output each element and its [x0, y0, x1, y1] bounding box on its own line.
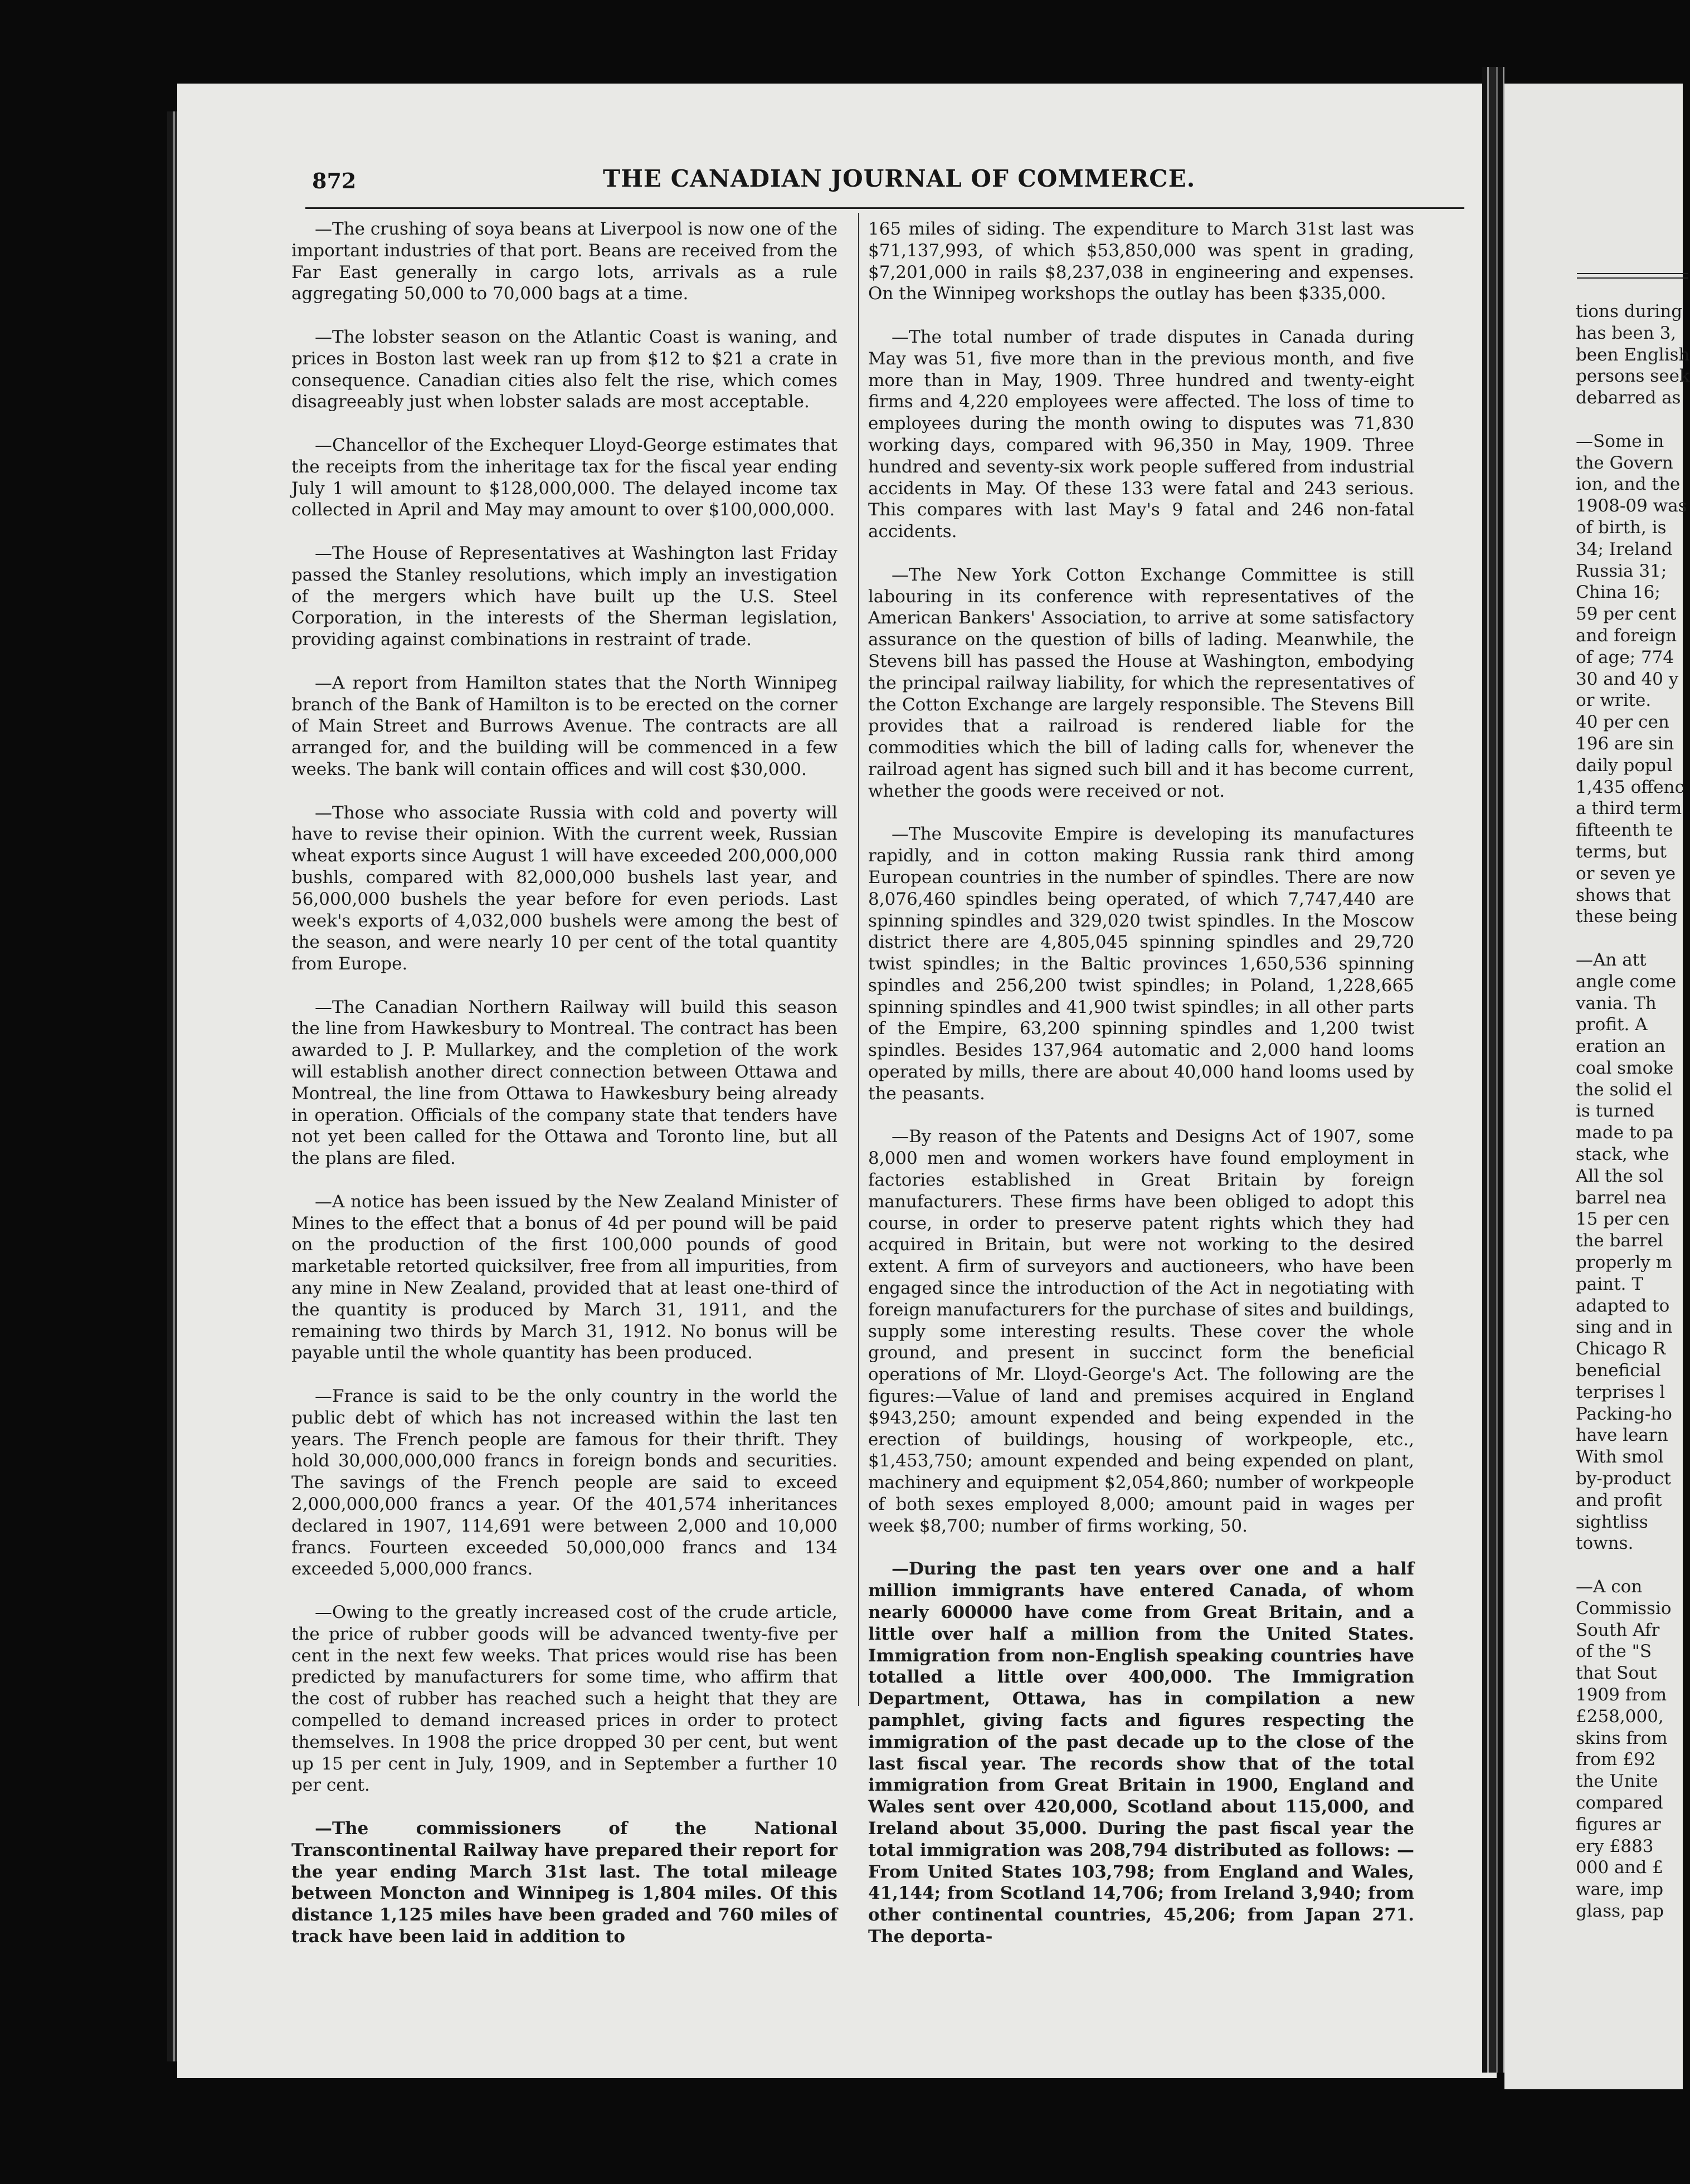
article-russian-wheat: —Those who associate Russia with cold and poverty will have to revise their opinion. With the current week, Russian wheat exports since August 1 will have exceeded 200,000,000 bushls, compared with 82,000,000 bushels last year, and 56,000,000 bushels the year before for even periods. Last week's exports of 4,032,000 bushels were among the best of the season, and were nearly 10 per cent of the total quantity from Europe. — [291, 802, 837, 974]
adjacent-line: Packing-ho — [1576, 1403, 1672, 1424]
adjacent-line: With smol — [1576, 1447, 1664, 1468]
adjacent-line: beneficial — [1576, 1361, 1661, 1381]
adjacent-line: South Afr — [1576, 1620, 1660, 1640]
adjacent-line — [1576, 1554, 1687, 1576]
column-divider — [858, 213, 859, 1706]
adjacent-line: China 16; — [1576, 582, 1660, 603]
adjacent-line: of birth, is — [1576, 517, 1667, 538]
article-inheritance-tax: —Chancellor of the Exchequer Lloyd-George estimates that the receipts from the inheritage tax for the fiscal year ending July 1 will amount to $128,000,000. The delayed income tax collected in April and May may amount to over $100,000,000. — [291, 435, 837, 520]
adjacent-line: made to pa — [1576, 1123, 1674, 1143]
article-patents-act: —By reason of the Patents and Designs Act of 1907, some 8,000 men and women workers have found employment in factories established in Great Britain by foreign manufacturers. These firms have been obliged to adopt this course, in order to preserve patent rights which they had acquired in Britain, but were not working to the desired extent. A firm of surveyors and auctioneers, who have been engaged since the introduction of the Act in negotiating with foreign manufacturers for the purchase of sites and buildings, supply some interesting results. These cover the whole ground, and present in succinct form the beneficial operations of Mr. Lloyd-George's Act. The following are the figures:—Value of land and premises acquired in England $943,250; amount expended and being expended in the erection of buildings, housing of workpeople, etc., $1,453,750; amount expended and being expended on plant, machinery and equipment $2,054,860; number of workpeople of both sexes employed 8,000; amount paid in wages per week $8,700; number of firms working, 50. — [868, 1127, 1414, 1536]
adjacent-line: compared — [1576, 1792, 1663, 1813]
adjacent-line: shows that — [1576, 885, 1671, 905]
article-transcontinental-railway: —The commissioners of the National Transcontinental Railway have prepared their report for the year ending March 31st last. The total mileage between Moncton and Winnipeg is 1,804 miles. Of this distance 1,125 miles have been graded and 760 miles of track have been laid in addition to — [291, 1818, 837, 1947]
adjacent-line: the barrel — [1576, 1231, 1663, 1251]
adjacent-line: terprises l — [1576, 1382, 1665, 1402]
adjacent-line: Russia 31; — [1576, 560, 1667, 581]
adjacent-page-edge — [1504, 84, 1690, 2089]
adjacent-line — [1576, 928, 1687, 949]
adjacent-line: by-product — [1576, 1469, 1671, 1489]
masthead-title: THE CANADIAN JOURNAL OF COMMERCE. — [603, 165, 1196, 192]
adjacent-line: fifteenth te — [1576, 820, 1673, 841]
article-railway-continued: 165 miles of siding. The expenditure to March 31st last was $71,137,993, of which $53,850,000 was spent in grading, $7,201,000 in rails $8,237,038 in engineering and expenses. On the Winnipeg workshops the outlay has been $335,000. — [868, 219, 1414, 304]
adjacent-line: these being — [1576, 906, 1678, 927]
adjacent-line: 1909 from — [1576, 1685, 1667, 1705]
adjacent-line: glass, pap — [1576, 1900, 1664, 1921]
article-lobster-season: —The lobster season on the Atlantic Coast is waning, and prices in Boston last week ran up from $12 to $21 a crate in consequence. Canadian cities also felt the rise, which comes disagreeably just when lobster salads are most acceptable. — [291, 326, 837, 412]
adjacent-line: and foreign — [1576, 625, 1677, 646]
adjacent-line: of age; 774 — [1576, 647, 1674, 667]
adjacent-line: All the sol — [1576, 1166, 1664, 1186]
adjacent-line: paint. T — [1576, 1274, 1644, 1294]
page-number: 872 — [312, 168, 357, 193]
adjacent-line: a third term — [1576, 798, 1682, 819]
article-new-zealand-mines: —A notice has been issued by the New Zealand Minister of Mines to the effect that a bonus of 4d per pound will be paid on the production of the first 100,000 pounds of good marketable retorted quicksilver, free from all impurities, from any mine in New Zealand, provided that at least one-third of the quantity is produced by March 31, 1911, and the remaining two thirds by March 31, 1912. No bonus will be payable until the whole quantity has been produced. — [291, 1191, 837, 1363]
adjacent-line: debarred as — [1576, 388, 1681, 408]
adjacent-line: —Some in — [1576, 431, 1664, 451]
adjacent-line: —A con — [1576, 1577, 1643, 1597]
adjacent-line: 1,435 offenc — [1576, 777, 1684, 797]
article-canadian-northern: —The Canadian Northern Railway will build this season the line from Hawkesbury to Montreal. The contract has been awarded to J. P. Mullarkey, and the completion of the work will establish another direct connection between Ottawa and Montreal, the line from Ottawa to Hawkesbury being already in operation. Officials of the company state that tenders have not yet been called for the Ottawa and Toronto line, but all the plans are filed. — [291, 997, 837, 1169]
adjacent-line: properly m — [1576, 1252, 1673, 1273]
adjacent-line: figures ar — [1576, 1814, 1661, 1835]
adjacent-line: 59 per cent — [1576, 604, 1677, 625]
adjacent-line: adapted to — [1576, 1295, 1670, 1316]
adjacent-line: tions during — [1576, 301, 1683, 321]
adjacent-line: or seven ye — [1576, 863, 1676, 884]
adjacent-line: 000 and £ — [1576, 1858, 1663, 1878]
adjacent-line: £258,000, — [1576, 1706, 1664, 1727]
adjacent-line: barrel nea — [1576, 1187, 1667, 1208]
adjacent-line: is turned — [1576, 1101, 1655, 1122]
adjacent-line: daily popul — [1576, 755, 1673, 776]
adjacent-line: eration an — [1576, 1036, 1665, 1057]
adjacent-line: sightliss — [1576, 1512, 1648, 1532]
adjacent-line: sing and in — [1576, 1317, 1673, 1338]
adjacent-line: the Unite — [1576, 1771, 1658, 1792]
adjacent-line: the Govern — [1576, 452, 1673, 473]
adjacent-page-text — [1576, 301, 1690, 1922]
article-rubber-prices: —Owing to the greatly increased cost of the crude article, the price of rubber goods will be advanced twenty-five per cent in the next few weeks. That prices would rise has been predicted by manufacturers for some time, who affirm that the cost of rubber has reached such a height that they are compelled to demand increased prices in order to protect themselves. In 1908 the price dropped 30 per cent, but went up 15 per cent in July, 1909, and in September a further 10 per cent. — [291, 1602, 837, 1796]
adjacent-line: from £92 — [1576, 1749, 1656, 1770]
article-stanley-resolutions: —The House of Representatives at Washington last Friday passed the Stanley resolutions, which imply an investigation of the mergers which have built up the U.S. Steel Corporation, in the interests of the Sherman legislation, providing against combinations in restraint of trade. — [291, 543, 837, 650]
adjacent-line: 34; Ireland — [1576, 539, 1673, 559]
adjacent-header-rule — [1577, 273, 1688, 279]
adjacent-line: angle come — [1576, 971, 1677, 992]
right-column — [868, 218, 1414, 1948]
adjacent-line: 196 are sin — [1576, 733, 1674, 754]
adjacent-line: the solid el — [1576, 1079, 1672, 1100]
adjacent-line: ery £883 — [1576, 1836, 1654, 1856]
article-soya-beans: —The crushing of soya beans at Liverpool is now one of the important industries of that port. Beans are received from the Far East generally in cargo lots, arrivals as a rule aggregating 50,000 to 70,000 bags at a time. — [291, 219, 837, 304]
left-column — [291, 218, 837, 1948]
adjacent-line: —An att — [1576, 949, 1647, 970]
adjacent-line: stack, whe — [1576, 1144, 1669, 1165]
adjacent-line: skins from — [1576, 1728, 1668, 1748]
adjacent-line: and profit — [1576, 1490, 1662, 1510]
adjacent-line: or write. — [1576, 690, 1652, 711]
article-russian-spindles: —The Muscovite Empire is developing its manufactures rapidly, and in cotton making Russia rank third among European countries in the number of spindles. There are now 8,076,460 spindles being operated, of which 7,747,440 are spinning spindles and 329,020 twist spindles. In the Moscow district there are 4,805,045 spinning spindles and 29,720 twist spindles; in the Baltic provinces 1,650,536 spinning spindles and 256,200 twist spindles; in Poland, 1,228,665 spinning spindles and 41,900 twist spindles; in all other parts of the Empire, 63,200 spinning spindles and 1,200 twist spindles. Besides 137,964 automatic and 2,000 hand looms operated by mills, there are about 40,000 hand looms used by the peasants. — [868, 824, 1414, 1104]
adjacent-line: persons seek — [1576, 366, 1690, 387]
adjacent-line: towns. — [1576, 1533, 1634, 1554]
adjacent-line: 40 per cen — [1576, 712, 1669, 733]
adjacent-line: ion, and the — [1576, 474, 1681, 495]
adjacent-line: been English — [1576, 344, 1690, 365]
adjacent-line: 30 and 40 y — [1576, 669, 1679, 689]
article-france-debt: —France is said to be the only country in the world the public debt of which has not increased within the last ten years. The French people are famous for their thrift. They hold 30,000,000,000 francs in foreign bonds and securities. The savings of the French people are said to exceed 2,000,000,000 francs a year. Of the 401,574 inheritances declared in 1907, 114,691 were between 2,000 and 10,000 francs. Fourteen exceeded 50,000,000 francs and 134 exceeded 5,000,000 francs. — [291, 1386, 837, 1580]
article-trade-disputes: —The total number of trade disputes in Canada during May was 51, five more than in the previous month, and five more than in May, 1909. Three hundred and twenty-eight firms and 4,220 employees were affected. The loss of time to employees during the month owing to disputes was 71,830 working days, compared with 96,350 in May, 1909. Three hundred and seventy-six work people suffered from industrial accidents in May. Of these 133 were fatal and 243 serious. This compares with last May's 9 fatal and 246 non-fatal accidents. — [868, 326, 1414, 542]
adjacent-line: terms, but — [1576, 841, 1667, 862]
gutter-shadow — [1482, 67, 1504, 2073]
article-immigration: —During the past ten years over one and a half million immigrants have entered Canada, of whom nearly 600000 have come from Great Britain, and a little over half a million from the United States. Immigration from non-English speaking countries have totalled a little over 400,000. The Immigration Department, Ottawa, has in compilation a new pamphlet, giving facts and figures respecting the immigration of the past decade up to the close of the last fiscal year. The records show that of the total immigration from Great Britain in 1900, England and Wales sent over 420,000, Scotland about 115,000, and Ireland about 35,000. During the past fiscal year the total immigration was 208,794 distributed as follows: —From United States 103,798; from England and Wales, 41,144; from Scotland 14,706; from Ireland 3,940; from other continental countries, 45,206; from Japan 271. The deporta- — [868, 1559, 1414, 1947]
header-rule — [305, 207, 1464, 209]
adjacent-line: have learn — [1576, 1425, 1668, 1446]
article-cotton-exchange: —The New York Cotton Exchange Committee is still labouring in its conference with representatives of the American Bankers' Association, to arrive at some satisfactory assurance on the question of bills of lading. Meanwhile, the Stevens bill has passed the House at Washington, embodying the principal railway liability, for which the representatives of the Cotton Exchange are largely responsible. The Stevens Bill provides that a railroad is rendered liable for the commodities which the bill of lading calls for, whenever the railroad agent has signed such bill and it has become current, whether the goods were received or not. — [868, 564, 1414, 801]
adjacent-line: has been 3, — [1576, 323, 1677, 343]
adjacent-line: of the "S — [1576, 1641, 1652, 1662]
adjacent-line: coal smoke — [1576, 1057, 1674, 1078]
adjacent-line — [1576, 409, 1687, 431]
adjacent-line: 15 per cen — [1576, 1209, 1669, 1230]
adjacent-line: ware, imp — [1576, 1879, 1664, 1900]
adjacent-line: 1908-09 was — [1576, 496, 1687, 516]
adjacent-line: vania. Th — [1576, 993, 1657, 1013]
article-bank-of-hamilton: —A report from Hamilton states that the North Winnipeg branch of the Bank of Hamilton is to be erected on the corner of Main Street and Burrows Avenue. The contracts are all arranged for, and the building will be commenced in a few weeks. The bank will contain offices and will cost $30,000. — [291, 672, 837, 779]
adjacent-line: that Sout — [1576, 1663, 1657, 1684]
adjacent-line: Commissio — [1576, 1598, 1672, 1618]
adjacent-line: profit. A — [1576, 1015, 1648, 1035]
adjacent-line: Chicago R — [1576, 1339, 1666, 1359]
